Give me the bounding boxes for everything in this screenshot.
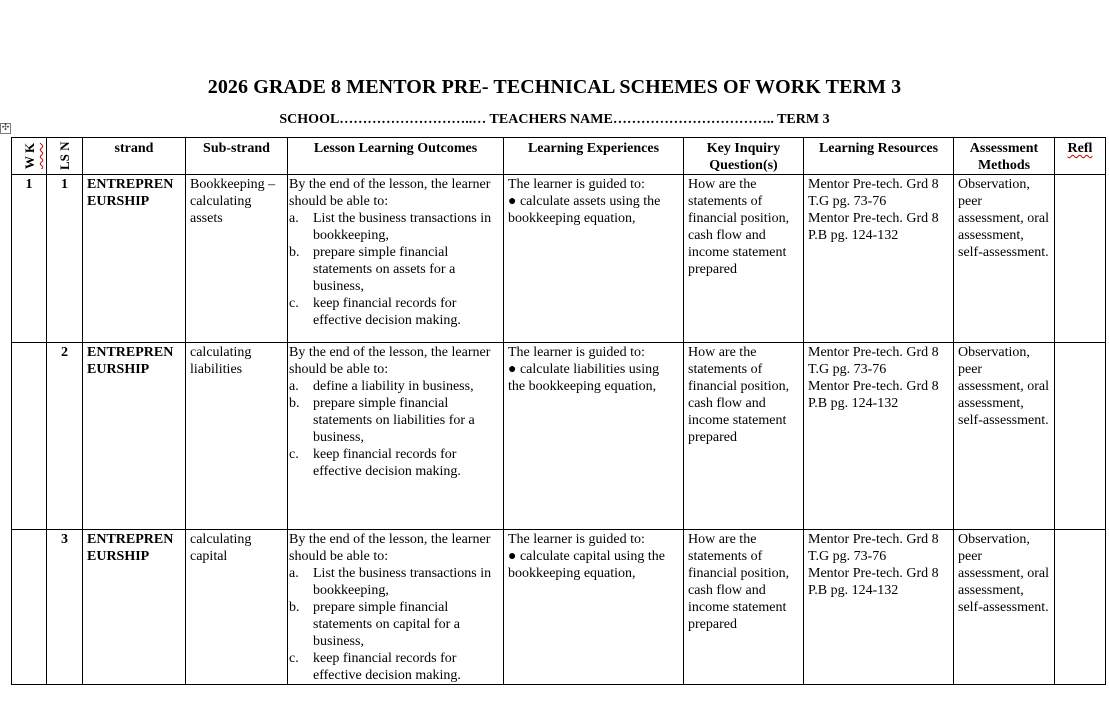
list-item: c. keep financial records for effective decision making. [289, 651, 461, 683]
header-lesson: LS N [47, 138, 83, 175]
outcomes-cell [288, 175, 504, 343]
strand-cell: ENTREPRENEURSHIP [83, 530, 186, 685]
header-assessment: Assessment Methods [954, 138, 1055, 175]
outcomes-intro: By the end of the lesson, the learner should be able to: [289, 532, 491, 564]
list-item: a. define a liability in business, [289, 379, 474, 394]
resources-cell: Mentor Pre-tech. Grd 8 T.G pg. 73-76 Mentor Pre-tech. Grd 8 P.B pg. 124-132 [804, 343, 954, 530]
table-row [12, 530, 1106, 685]
resources-cell: Mentor Pre-tech. Grd 8 T.G pg. 73-76 Mentor Pre-tech. Grd 8 P.B pg. 124-132 [804, 175, 954, 343]
substrand-cell: Bookkeeping – calculating assets [186, 175, 288, 343]
header-outcomes: Lesson Learning Outcomes [288, 138, 504, 175]
list-item: b. prepare simple financial statements on capital for a business, [289, 600, 460, 649]
resources-cell: Mentor Pre-tech. Grd 8 T.G pg. 73-76 Mentor Pre-tech. Grd 8 P.B pg. 124-132 [804, 530, 954, 685]
reflection-cell[interactable] [1055, 343, 1106, 530]
document-subtitle: SCHOOL………………………..… TEACHERS NAME…………………………….. TERM 3 [279, 112, 830, 127]
header-substrand: Sub-strand [186, 138, 288, 175]
header-strand: strand [83, 138, 186, 175]
table-row [12, 175, 1106, 343]
list-item: c. keep financial records for effective decision making. [289, 296, 461, 328]
list-item: a. List the business transactions in bookkeeping, [289, 211, 492, 243]
week-cell [12, 343, 47, 530]
list-item: b. prepare simple financial statements on liabilities for a business, [289, 396, 475, 445]
week-cell: 1 [12, 175, 47, 343]
lesson-cell: 1 [47, 175, 83, 343]
reflection-cell[interactable] [1055, 175, 1106, 343]
list-item: c. keep financial records for effective decision making. [289, 447, 461, 479]
strand-cell: ENTREPRENEURSHIP [83, 175, 186, 343]
experiences-cell: The learner is guided to: ● calculate liabilities using the bookkeeping equation, [504, 343, 684, 530]
outcomes-intro: By the end of the lesson, the learner should be able to: [289, 345, 491, 377]
assessment-cell: Observation, peer assessment, oral assessment, self-assessment. [954, 343, 1055, 530]
list-item: b. prepare simple financial statements on assets for a business, [289, 245, 456, 294]
document-title: 2026 GRADE 8 MENTOR PRE- TECHNICAL SCHEMES OF WORK TERM 3 [207, 76, 902, 98]
schemes-of-work-table [11, 137, 1106, 685]
inquiry-cell: How are the statements of financial position, cash flow and income statement prepared [684, 530, 804, 685]
strand-cell: ENTREPRENEURSHIP [83, 343, 186, 530]
experiences-cell: The learner is guided to: ● calculate assets using the bookkeeping equation, [504, 175, 684, 343]
header-week: W K [12, 138, 47, 175]
reflection-cell[interactable] [1055, 530, 1106, 685]
lesson-cell: 3 [47, 530, 83, 685]
experiences-cell: The learner is guided to: ● calculate capital using the bookkeeping equation, [504, 530, 684, 685]
header-resources: Learning Resources [804, 138, 954, 175]
table-row [12, 343, 1106, 530]
list-item: a. List the business transactions in bookkeeping, [289, 566, 492, 598]
header-reflection: Refl [1055, 138, 1106, 175]
outcomes-intro: By the end of the lesson, the learner should be able to: [289, 177, 491, 209]
week-cell [12, 530, 47, 685]
outcomes-cell [288, 530, 504, 685]
inquiry-cell: How are the statements of financial position, cash flow and income statement prepared [684, 343, 804, 530]
header-inquiry: Key Inquiry Question(s) [684, 138, 804, 175]
table-move-handle-icon[interactable]: ✣ [1, 123, 10, 133]
header-experiences: Learning Experiences [504, 138, 684, 175]
inquiry-cell: How are the statements of financial position, cash flow and income statement prepared [684, 175, 804, 343]
table-header-row [12, 138, 1106, 175]
substrand-cell: calculating capital [186, 530, 288, 685]
lesson-cell: 2 [47, 343, 83, 530]
assessment-cell: Observation, peer assessment, oral assessment, self-assessment. [954, 530, 1055, 685]
assessment-cell: Observation, peer assessment, oral assessment, self-assessment. [954, 175, 1055, 343]
outcomes-cell [288, 343, 504, 530]
substrand-cell: calculating liabilities [186, 343, 288, 530]
